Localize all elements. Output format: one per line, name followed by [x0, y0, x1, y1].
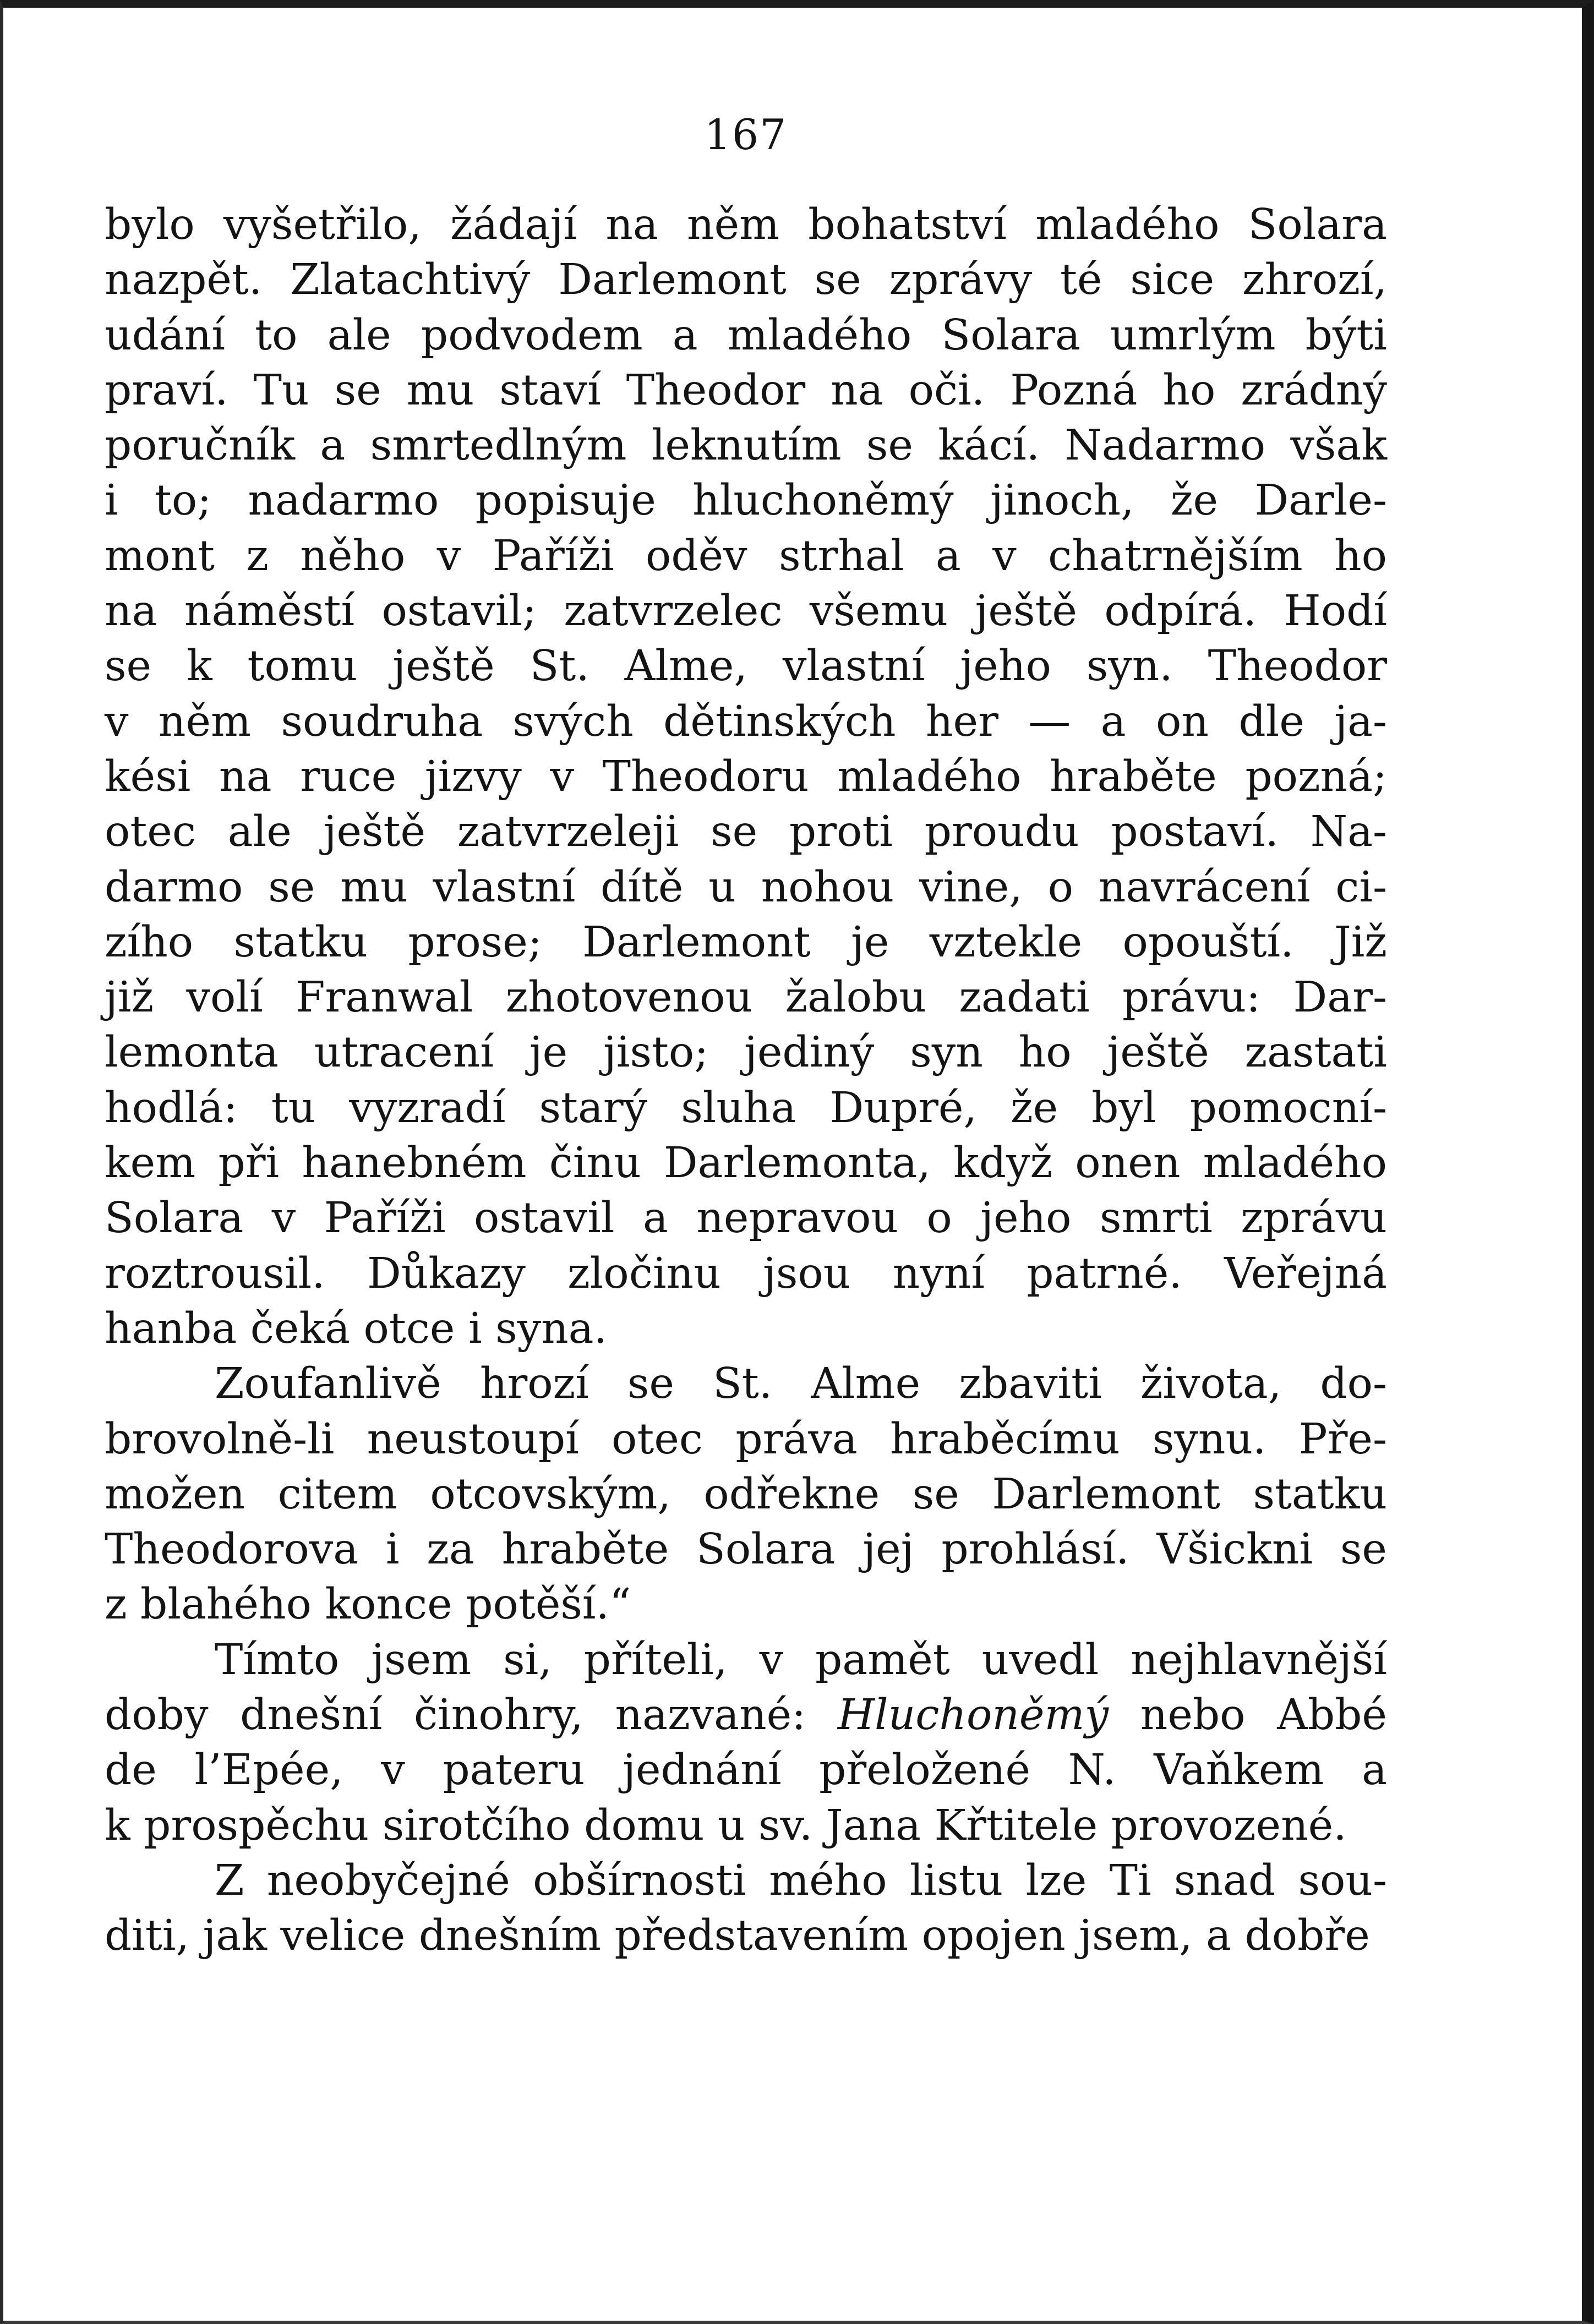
- paragraph-2: [105, 1357, 1387, 1632]
- text-line: v něm soudruha svých dětinských her — a on dle ja-: [105, 697, 1387, 746]
- text-line: na náměstí ostavil; zatvrzelec všemu ještě odpírá. Hodí: [105, 587, 1387, 636]
- text-run: nebo Abbé: [1109, 1691, 1387, 1740]
- text-line: nazpět. Zlatachtivý Darlemont se zprávy té sice zhrozí,: [105, 255, 1387, 305]
- text-line: možen citem otcovským, odřekne se Darlemont statku: [105, 1469, 1387, 1519]
- text-line: roztrousil. Důkazy zločinu jsou nyní patrné. Veřejná: [105, 1249, 1387, 1298]
- text-line: lemonta utracení je jisto; jediný syn ho ještě zastati: [105, 1028, 1387, 1078]
- text-line: diti, jak velice dnešním představením opojen jsem, a dobře: [105, 1911, 1370, 1961]
- text-line: otec ale ještě zatvrzeleji se proti proudu postaví. Na-: [105, 807, 1387, 857]
- play-title: Hluchoněmý: [837, 1691, 1109, 1740]
- text-line: kési na ruce jizvy v Theodoru mladého hraběte pozná;: [105, 752, 1387, 801]
- text-line: se k tomu ještě St. Alme, vlastní jeho syn. Theodor: [105, 642, 1387, 691]
- book-page: [105, 110, 1387, 1964]
- text-line: již volí Franwal zhotovenou žalobu zadati právu: Dar-: [105, 973, 1387, 1022]
- text-line: Solara v Paříži ostavil a nepravou o jeho smrti zprávu: [105, 1194, 1387, 1243]
- text-line: hanba čeká otce i syna.: [105, 1304, 608, 1353]
- text-line: i to; nadarmo popisuje hluchoněmý jinoch, že Darle-: [105, 476, 1387, 526]
- text-run: doby dnešní činohry, nazvané:: [105, 1691, 838, 1740]
- text-line: bylo vyšetřilo, žádají na něm bohatství mladého Solara: [105, 200, 1387, 249]
- text-line: [105, 1688, 1387, 1743]
- text-line: de l’Epée, v pateru jednání přeložené N. Vaňkem a: [105, 1746, 1387, 1795]
- paragraph-4: [105, 1853, 1387, 1964]
- text-line: mont z něho v Paříži oděv strhal a v chatrnějším ho: [105, 531, 1387, 581]
- text-line: Tímto jsem si, příteli, v pamět uvedl nejhlavnější: [215, 1635, 1387, 1685]
- text-line: brovolně-li neustoupí otec práva hraběcímu synu. Pře-: [105, 1414, 1387, 1464]
- paragraph-3: [105, 1633, 1387, 1853]
- text-line: k prospěchu sirotčího domu u sv. Jana Křtitele provozené.: [105, 1801, 1347, 1850]
- text-line: Z neobyčejné obšírnosti mého listu lze Ti snad sou-: [215, 1856, 1387, 1905]
- text-line: hodlá: tu vyzradí starý sluha Dupré, že byl pomocní-: [105, 1083, 1387, 1133]
- body-text: [105, 198, 1387, 1964]
- text-line: praví. Tu se mu staví Theodor na oči. Pozná ho zrádný: [105, 365, 1387, 415]
- text-line: poručník a smrtedlným leknutím se kácí. Nadarmo však: [105, 421, 1387, 471]
- page-number: 167: [704, 110, 788, 159]
- text-line: udání to ale podvodem a mladého Solara umrlým býti: [105, 310, 1387, 360]
- text-line: darmo se mu vlastní dítě u nohou vine, o navrácení ci-: [105, 862, 1387, 912]
- text-line: zího statku prose; Darlemont je vztekle opouští. Již: [105, 917, 1387, 967]
- text-line: Theodorova i za hraběte Solara jej prohlásí. Všickni se: [105, 1525, 1387, 1574]
- text-line: kem při hanebném činu Darlemonta, když onen mladého: [105, 1139, 1387, 1188]
- text-line: Zoufanlivě hrozí se St. Alme zbaviti života, do-: [215, 1359, 1387, 1409]
- paragraph-1: [105, 198, 1387, 1357]
- text-line: z blahého konce potěší.“: [105, 1580, 631, 1629]
